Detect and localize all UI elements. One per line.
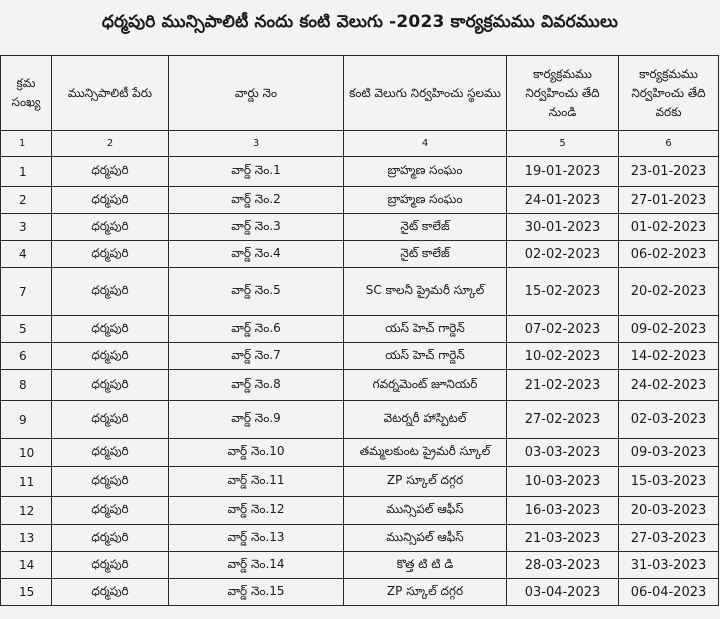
header-row (1, 56, 719, 131)
row-municipality: ధర్మపురి (52, 316, 169, 343)
row-date-from: 21-03-2023 (507, 525, 619, 552)
row-ward: వార్డ్ నెం.14 (169, 552, 344, 579)
header-date-from: కార్యక్రమము నిర్వహించు తేది నుండి (507, 56, 619, 131)
row-serial-number: 10 (1, 439, 52, 467)
row-ward: వార్డ్ నెం.5 (169, 268, 344, 316)
table-row (1, 370, 719, 401)
row-municipality: ధర్మపురి (52, 552, 169, 579)
table-row (1, 316, 719, 343)
header-serial-number: క్రమ సంఖ్య (1, 56, 52, 131)
row-date-to: 31-03-2023 (619, 552, 719, 579)
column-number-row (1, 131, 719, 157)
row-date-from: 24-01-2023 (507, 187, 619, 214)
row-place: యస్ హెచ్ గార్డెన్ (344, 316, 507, 343)
table-row (1, 268, 719, 316)
row-date-to: 09-03-2023 (619, 439, 719, 467)
row-date-to: 24-02-2023 (619, 370, 719, 401)
row-serial-number: 14 (1, 552, 52, 579)
row-date-from: 28-03-2023 (507, 552, 619, 579)
row-serial-number: 1 (1, 157, 52, 187)
row-ward: వార్డ్ నెం.6 (169, 316, 344, 343)
row-ward: వార్డ్ నెం.7 (169, 343, 344, 370)
header-municipality: మున్సిపాలిటీ పేరు (52, 56, 169, 131)
row-ward: వార్డ్ నెం.8 (169, 370, 344, 401)
row-date-to: 06-02-2023 (619, 241, 719, 268)
row-place: బ్రాహ్మణ సంఘం (344, 157, 507, 187)
row-date-to: 01-02-2023 (619, 214, 719, 241)
row-municipality: ధర్మపురి (52, 214, 169, 241)
row-municipality: ధర్మపురి (52, 343, 169, 370)
table-row (1, 439, 719, 467)
row-date-to: 20-03-2023 (619, 497, 719, 525)
row-place: SC కాలనీ ప్రైమరీ స్కూల్ (344, 268, 507, 316)
header-date-to: కార్యక్రమము నిర్వహించు తేది వరకు (619, 56, 719, 131)
table-row (1, 467, 719, 497)
header-ward: వార్డు నెం (169, 56, 344, 131)
row-date-from: 02-02-2023 (507, 241, 619, 268)
row-date-from: 19-01-2023 (507, 157, 619, 187)
row-ward: వార్డ్ నెం.1 (169, 157, 344, 187)
row-date-from: 07-02-2023 (507, 316, 619, 343)
row-serial-number: 12 (1, 497, 52, 525)
table-row (1, 525, 719, 552)
row-serial-number: 9 (1, 401, 52, 439)
row-date-from: 27-02-2023 (507, 401, 619, 439)
row-serial-number: 13 (1, 525, 52, 552)
row-ward: వార్డ్ నెం.12 (169, 497, 344, 525)
column-number: 3 (169, 131, 344, 157)
row-ward: వార్డ్ నెం.2 (169, 187, 344, 214)
row-serial-number: 8 (1, 370, 52, 401)
row-municipality: ధర్మపురి (52, 467, 169, 497)
row-place: మున్సిపల్ ఆఫీస్ (344, 497, 507, 525)
table-row (1, 214, 719, 241)
row-date-from: 30-01-2023 (507, 214, 619, 241)
row-municipality: ధర్మపురి (52, 370, 169, 401)
row-municipality: ధర్మపురి (52, 497, 169, 525)
row-date-to: 06-04-2023 (619, 579, 719, 606)
row-place: గవర్నమెంట్ జూనియర్ (344, 370, 507, 401)
row-municipality: ధర్మపురి (52, 241, 169, 268)
row-date-to: 27-03-2023 (619, 525, 719, 552)
row-place: యస్ హెచ్ గార్డెన్ (344, 343, 507, 370)
table-row (1, 157, 719, 187)
row-date-from: 03-04-2023 (507, 579, 619, 606)
table-row (1, 187, 719, 214)
row-date-to: 09-02-2023 (619, 316, 719, 343)
header-place: కంటి వెలుగు నిర్వహించు స్థలము (344, 56, 507, 131)
table-row (1, 552, 719, 579)
row-serial-number: 3 (1, 214, 52, 241)
row-ward: వార్డ్ నెం.3 (169, 214, 344, 241)
row-municipality: ధర్మపురి (52, 579, 169, 606)
row-ward: వార్డ్ నెం.9 (169, 401, 344, 439)
row-place: ZP స్కూల్ దగ్గర (344, 467, 507, 497)
row-place: కొత్త టి టి డి (344, 552, 507, 579)
row-place: వెటర్నరీ హాస్పిటల్ (344, 401, 507, 439)
row-serial-number: 15 (1, 579, 52, 606)
row-municipality: ధర్మపురి (52, 187, 169, 214)
row-ward: వార్డ్ నెం.15 (169, 579, 344, 606)
document-title: ధర్మపురి మున్సిపాలిటీ నందు కంటి వెలుగు -2023 కార్యక్రమము వివరములు (101, 12, 619, 32)
row-ward: వార్డ్ నెం.10 (169, 439, 344, 467)
table-row (1, 401, 719, 439)
row-date-from: 10-03-2023 (507, 467, 619, 497)
row-municipality: ధర్మపురి (52, 157, 169, 187)
column-number: 6 (619, 131, 719, 157)
row-serial-number: 6 (1, 343, 52, 370)
row-place: మున్సిపల్ ఆఫీస్ (344, 525, 507, 552)
row-serial-number: 5 (1, 316, 52, 343)
schedule-table (0, 55, 719, 606)
row-municipality: ధర్మపురి (52, 525, 169, 552)
table-row (1, 343, 719, 370)
column-number: 4 (344, 131, 507, 157)
row-date-to: 02-03-2023 (619, 401, 719, 439)
column-number: 2 (52, 131, 169, 157)
row-municipality: ధర్మపురి (52, 439, 169, 467)
row-date-to: 27-01-2023 (619, 187, 719, 214)
row-place: బ్రాహ్మణ సంఘం (344, 187, 507, 214)
table-row (1, 579, 719, 606)
row-serial-number: 11 (1, 467, 52, 497)
row-place: నైట్ కాలేజ్ (344, 214, 507, 241)
table-row (1, 241, 719, 268)
row-ward: వార్డ్ నెం.4 (169, 241, 344, 268)
row-place: ZP స్కూల్ దగ్గర (344, 579, 507, 606)
row-date-to: 15-03-2023 (619, 467, 719, 497)
row-serial-number: 2 (1, 187, 52, 214)
table-row (1, 497, 719, 525)
row-date-from: 15-02-2023 (507, 268, 619, 316)
column-number: 1 (1, 131, 52, 157)
row-place: నైట్ కాలేజ్ (344, 241, 507, 268)
row-municipality: ధర్మపురి (52, 268, 169, 316)
column-number: 5 (507, 131, 619, 157)
row-date-from: 21-02-2023 (507, 370, 619, 401)
row-date-from: 16-03-2023 (507, 497, 619, 525)
row-place: తమ్మలకుంట ప్రైమరీ స్కూల్ (344, 439, 507, 467)
row-serial-number: 7 (1, 268, 52, 316)
row-ward: వార్డ్ నెం.13 (169, 525, 344, 552)
row-serial-number: 4 (1, 241, 52, 268)
row-date-to: 14-02-2023 (619, 343, 719, 370)
row-date-to: 23-01-2023 (619, 157, 719, 187)
row-date-to: 20-02-2023 (619, 268, 719, 316)
row-ward: వార్డ్ నెం.11 (169, 467, 344, 497)
row-date-from: 03-03-2023 (507, 439, 619, 467)
row-date-from: 10-02-2023 (507, 343, 619, 370)
row-municipality: ధర్మపురి (52, 401, 169, 439)
